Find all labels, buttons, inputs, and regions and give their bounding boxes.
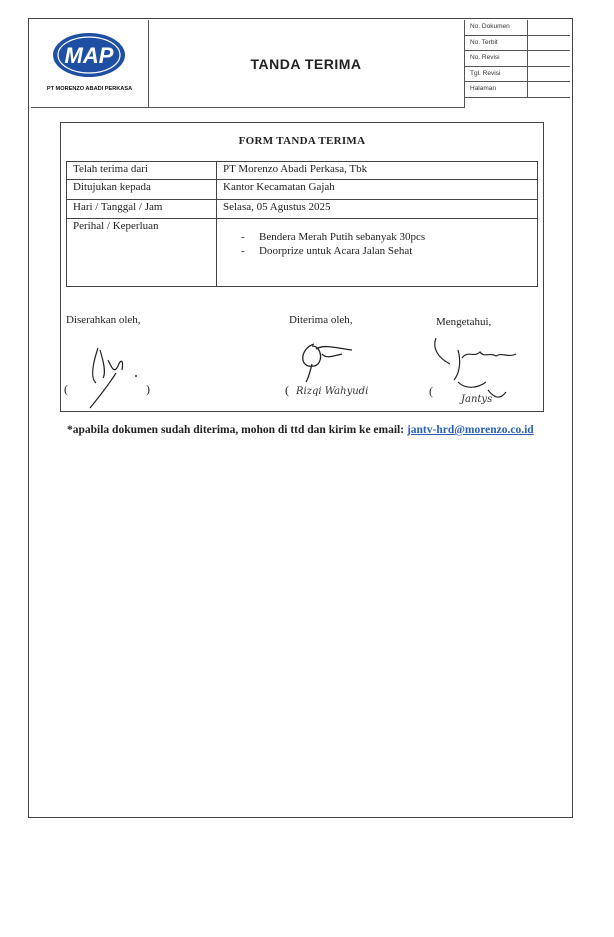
title-cell — [148, 20, 465, 108]
field-value: Selasa, 05 Agustus 2025 — [217, 200, 538, 219]
meta-row — [464, 82, 570, 98]
email-link[interactable]: jantv-hrd@morenzo.co.id — [406, 424, 534, 436]
paren-open: ( — [285, 383, 289, 397]
document-header — [31, 20, 570, 109]
handed-by-label: Diserahkan oleh, — [66, 314, 141, 326]
table-row — [67, 219, 538, 287]
meta-label: Tgl. Revisi — [464, 67, 528, 82]
list-item: - Doorprize untuk Acara Jalan Sehat — [241, 244, 531, 258]
paren-open: ( — [429, 384, 433, 398]
meta-label: Halaman — [464, 82, 528, 97]
meta-label: No. Revisi — [464, 51, 528, 66]
meta-value — [528, 36, 570, 51]
meta-value — [528, 51, 570, 66]
received-by-label: Diterima oleh, — [289, 314, 353, 326]
paren-open: ( — [64, 382, 68, 396]
field-label: Ditujukan kepada — [67, 180, 217, 200]
meta-row — [464, 20, 570, 36]
meta-value — [528, 20, 570, 35]
field-label: Perihal / Keperluan — [67, 219, 217, 287]
company-name: PT MORENZO ABADI PERKASA — [46, 86, 133, 92]
svg-text:MAP: MAP — [64, 43, 114, 68]
form-table — [66, 161, 538, 287]
meta-value — [528, 82, 570, 97]
meta-row — [464, 36, 570, 52]
table-row — [67, 162, 538, 180]
document-meta-table — [464, 20, 570, 108]
list-item: - Bendera Merah Putih sebanyak 30pcs — [241, 230, 531, 244]
paren-close: ) — [146, 382, 150, 396]
field-value: Kantor Kecamatan Gajah — [217, 180, 538, 200]
meta-label: No. Terbit — [464, 36, 528, 51]
meta-label: No. Dokumen — [464, 20, 528, 35]
acknowledger-name: Jantys — [461, 394, 493, 405]
acknowledged-by-label: Mengetahui, — [436, 316, 492, 328]
table-row — [67, 200, 538, 219]
company-logo — [51, 30, 127, 80]
field-value — [217, 219, 538, 287]
meta-value — [528, 67, 570, 82]
logo-cell — [31, 20, 149, 108]
form-title: FORM TANDA TERIMA — [238, 135, 366, 147]
purpose-list — [223, 230, 531, 258]
field-label: Hari / Tanggal / Jam — [67, 200, 217, 219]
signature-handed-by — [78, 338, 158, 410]
field-value: PT Morenzo Abadi Perkasa, Tbk — [217, 162, 538, 180]
table-row — [67, 180, 538, 200]
instruction-note — [67, 424, 534, 436]
field-label: Telah terima dari — [67, 162, 217, 180]
document-title: TANDA TERIMA — [250, 55, 362, 72]
meta-row — [464, 51, 570, 67]
signature-received-by — [294, 334, 364, 384]
receiver-name: Rizqi Wahyudi — [296, 386, 369, 397]
meta-row — [464, 67, 570, 83]
note-text: *apabila dokumen sudah diterima, mohon di ttd dan kirim ke email: — [67, 424, 407, 436]
